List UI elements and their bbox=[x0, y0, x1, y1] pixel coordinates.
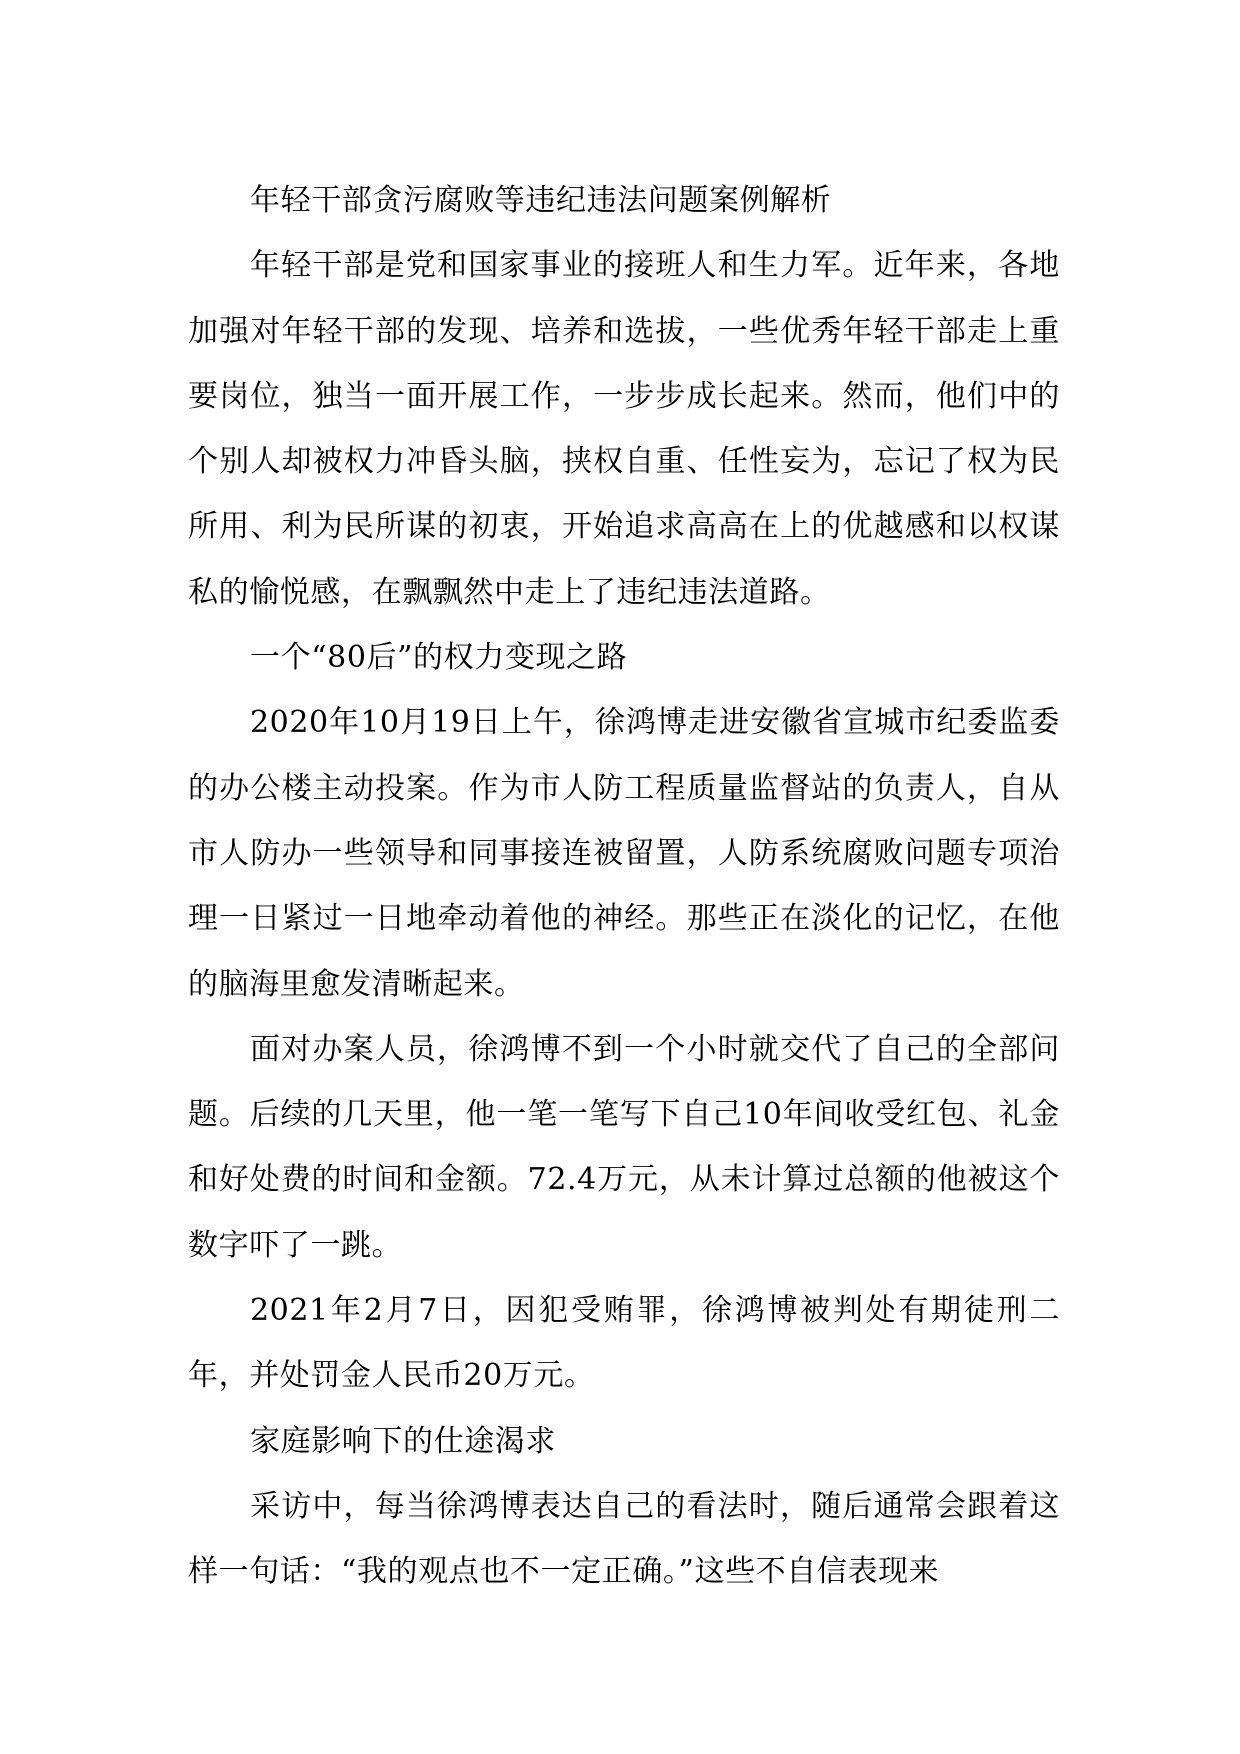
paragraph-sentence: 2021年2月7日，因犯受贿罪，徐鸿博被判处有期徒刑二年，并处罚金人民币20万元。 bbox=[188, 1293, 1060, 1394]
intro-paragraph: 年轻干部是党和国家事业的接班人和生力军。近年来，各地加强对年轻干部的发现、培养和选拔，一些优秀年轻干部走上重要岗位，独当一面开展工作，一步步成长起来。然而，他们中的个别人却被权力冲昏头脑，挟权自重、任性妄为，忘记了权为民所用、利为民所谋的初衷，开始追求高高在上的优越感和以权谋私的愉悦感，在飘飘然中走上了违纪违法道路。 bbox=[188, 248, 1060, 610]
section-heading-power-cashing: 一个“80后”的权力变现之路 bbox=[250, 640, 628, 676]
document-body bbox=[188, 168, 1060, 1605]
paragraph-confession: 面对办案人员，徐鸿博不到一个小时就交代了自己的全部问题。后续的几天里，他一笔一笔写下自己10年间收受红包、礼金和好处费的时间和金额。72.4万元，从未计算过总额的他被这个数字吓了一跳。 bbox=[188, 1031, 1060, 1263]
section-heading-family-influence: 家庭影响下的仕途渴求 bbox=[250, 1423, 556, 1459]
document-title: 年轻干部贪污腐败等违纪违法问题案例解析 bbox=[250, 183, 832, 218]
paragraph-surrender: 2020年10月19日上午，徐鸿博走进安徽省宣城市纪委监委的办公楼主动投案。作为市人防工程质量监督站的负责人，自从市人防办一些领导和同事接连被留置，人防系统腐败问题专项治理一日紧过一日地牵动着他的神经。那些正在淡化的记忆，在他的脑海里愈发清晰起来。 bbox=[188, 705, 1060, 1002]
paragraph-interview: 采访中，每当徐鸿博表达自己的看法时，随后通常会跟着这样一句话：“我的观点也不一定正确。”这些不自信表现来 bbox=[188, 1488, 1060, 1590]
